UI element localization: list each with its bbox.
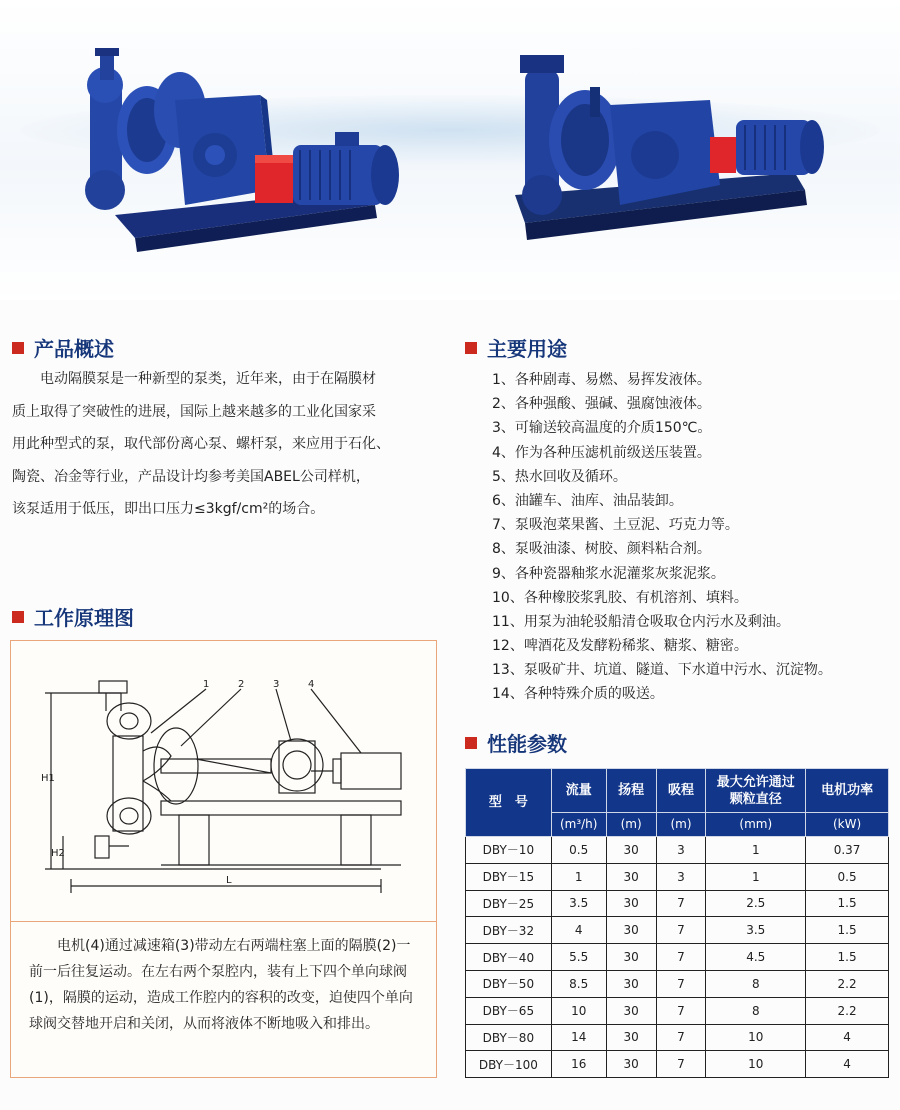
cell-head: 30 [606, 1051, 656, 1078]
cell-suction: 3 [656, 863, 706, 890]
cell-particle: 3.5 [706, 917, 806, 944]
cell-flow: 1 [551, 863, 606, 890]
cell-flow: 10 [551, 997, 606, 1024]
cell-model: DBY－32 [466, 917, 552, 944]
cell-head: 30 [606, 890, 656, 917]
header-head: 扬程 [606, 769, 656, 813]
table-row [466, 837, 889, 864]
uses-title: 主要用途 [487, 337, 567, 361]
uses-list-item: 7、泵吸泡菜果酱、土豆泥、巧克力等。 [492, 517, 739, 534]
unit-suction: (m) [656, 813, 706, 837]
cell-power: 4 [806, 1051, 889, 1078]
red-square-bullet-icon [465, 737, 477, 749]
uses-list-item: 4、作为各种压滤机前级送压装置。 [492, 444, 711, 461]
principle-heading [12, 602, 134, 631]
table-row [466, 917, 889, 944]
red-square-bullet-icon [12, 342, 24, 354]
table-row [466, 1051, 889, 1078]
cell-suction: 3 [656, 837, 706, 864]
cell-flow: 0.5 [551, 837, 606, 864]
performance-title: 性能参数 [487, 732, 567, 756]
callout-label-1: 1 [203, 679, 210, 690]
cell-flow: 3.5 [551, 890, 606, 917]
cell-model: DBY－50 [466, 970, 552, 997]
overview-line: 质上取得了突破性的进展，国际上越来越多的工业化国家采 [12, 403, 376, 420]
cell-power: 0.37 [806, 837, 889, 864]
cell-power: 0.5 [806, 863, 889, 890]
cell-flow: 5.5 [551, 944, 606, 971]
cell-suction: 7 [656, 944, 706, 971]
header-model: 型 号 [466, 769, 552, 837]
cell-head: 30 [606, 863, 656, 890]
overview-line: 该泵适用于低压，即出口压力≤3kgf/cm²的场合。 [12, 501, 325, 518]
uses-list-item: 12、啤酒花及发酵粉稀浆、糖浆、糖密。 [492, 638, 748, 655]
cell-flow: 4 [551, 917, 606, 944]
cell-flow: 8.5 [551, 970, 606, 997]
unit-head: (m) [606, 813, 656, 837]
dimension-h1-label: H1 [41, 773, 55, 784]
overview-paragraph [12, 363, 452, 526]
uses-list-item: 3、可输送较高温度的介质150℃。 [492, 420, 712, 437]
cell-model: DBY－80 [466, 1024, 552, 1051]
overview-line: 电动隔膜泵是一种新型的泵类，近年来，由于在隔膜材 [40, 371, 376, 387]
red-square-bullet-icon [465, 342, 477, 354]
header-particle: 最大允许通过颗粒直径 [706, 769, 806, 813]
cell-head: 30 [606, 1024, 656, 1051]
cell-suction: 7 [656, 970, 706, 997]
cell-model: DBY－100 [466, 1051, 552, 1078]
header-power: 电机功率 [806, 769, 889, 813]
cell-flow: 16 [551, 1051, 606, 1078]
cell-power: 2.2 [806, 997, 889, 1024]
callout-label-4: 4 [308, 679, 315, 690]
table-row [466, 863, 889, 890]
uses-list-item: 10、各种橡胶浆乳胶、有机溶剂、填料。 [492, 589, 748, 606]
uses-list-item: 6、油罐车、油库、油品装卸。 [492, 492, 683, 509]
cell-particle: 8 [706, 970, 806, 997]
cell-particle: 1 [706, 863, 806, 890]
overview-line: 陶瓷、冶金等行业，产品设计均参考美国ABEL公司样机， [12, 468, 370, 485]
cell-suction: 7 [656, 997, 706, 1024]
pump-photo-left [55, 40, 415, 255]
overview-title: 产品概述 [34, 337, 114, 361]
cell-particle: 1 [706, 837, 806, 864]
cell-head: 30 [606, 917, 656, 944]
cell-suction: 7 [656, 1051, 706, 1078]
cell-particle: 10 [706, 1024, 806, 1051]
cell-model: DBY－40 [466, 944, 552, 971]
cell-power: 4 [806, 1024, 889, 1051]
table-row [466, 997, 889, 1024]
cell-model: DBY－10 [466, 837, 552, 864]
dimension-l-label: L [226, 875, 232, 886]
uses-list-item: 8、泵吸油漆、树胶、颜料粘合剂。 [492, 541, 711, 558]
cell-model: DBY－65 [466, 997, 552, 1024]
principle-diagram-box [10, 640, 437, 1078]
cell-power: 1.5 [806, 944, 889, 971]
red-square-bullet-icon [12, 611, 24, 623]
unit-flow: (m³/h) [551, 813, 606, 837]
cell-particle: 10 [706, 1051, 806, 1078]
uses-list-item: 1、各种剧毒、易燃、易挥发液体。 [492, 372, 711, 388]
table-row [466, 944, 889, 971]
cell-head: 30 [606, 837, 656, 864]
header-suction: 吸程 [656, 769, 706, 813]
cell-flow: 14 [551, 1024, 606, 1051]
table-row [466, 890, 889, 917]
diagram-separator [11, 921, 436, 922]
cell-power: 1.5 [806, 917, 889, 944]
callout-label-2: 2 [238, 679, 245, 690]
dimension-h2-label: H2 [51, 848, 65, 859]
header-flow: 流量 [551, 769, 606, 813]
cell-head: 30 [606, 970, 656, 997]
uses-heading [465, 333, 567, 362]
cell-head: 30 [606, 944, 656, 971]
pump-photo-right [505, 45, 835, 250]
unit-power: (kW) [806, 813, 889, 837]
principle-caption: 电机(4)通过减速箱(3)带动左右两端柱塞上面的隔膜(2)一前一后往复运动。在左右两个泵腔内，装有上下四个单向球阀(1)，隔膜的运动，造成工作腔内的容积的改变，迫使四个单向球阀交替地开启和关闭，从而将液体不断地吸入和排出。 [29, 938, 413, 1032]
table-header-row [466, 769, 889, 813]
cell-particle: 4.5 [706, 944, 806, 971]
cell-power: 2.2 [806, 970, 889, 997]
uses-list-item: 11、用泵为油轮驳船清仓吸取仓内污水及剩油。 [492, 613, 790, 630]
performance-table [465, 768, 889, 1078]
cell-head: 30 [606, 997, 656, 1024]
uses-list-item: 14、各种特殊介质的吸送。 [492, 686, 664, 703]
uses-list-item: 5、热水回收及循环。 [492, 468, 627, 485]
uses-list-item: 13、泵吸矿井、坑道、隧道、下水道中污水、沉淀物。 [492, 662, 832, 679]
performance-heading [465, 728, 567, 757]
cell-model: DBY－25 [466, 890, 552, 917]
principle-title: 工作原理图 [34, 606, 134, 630]
cell-particle: 2.5 [706, 890, 806, 917]
product-photo-band [0, 0, 900, 300]
overview-heading [12, 333, 114, 362]
cell-power: 1.5 [806, 890, 889, 917]
table-row [466, 970, 889, 997]
table-row [466, 1024, 889, 1051]
cell-model: DBY－15 [466, 863, 552, 890]
cell-suction: 7 [656, 1024, 706, 1051]
cell-suction: 7 [656, 890, 706, 917]
uses-list-item: 2、各种强酸、强碱、强腐蚀液体。 [492, 396, 711, 413]
uses-list-item: 9、各种瓷器釉浆水泥灌浆灰浆泥浆。 [492, 565, 725, 582]
uses-list [492, 368, 897, 707]
cell-particle: 8 [706, 997, 806, 1024]
principle-schematic [11, 641, 436, 921]
overview-line: 用此种型式的泵，取代部份离心泵、螺杆泵，来应用于石化、 [12, 436, 390, 453]
callout-label-3: 3 [273, 679, 280, 690]
unit-particle: (mm) [706, 813, 806, 837]
cell-suction: 7 [656, 917, 706, 944]
